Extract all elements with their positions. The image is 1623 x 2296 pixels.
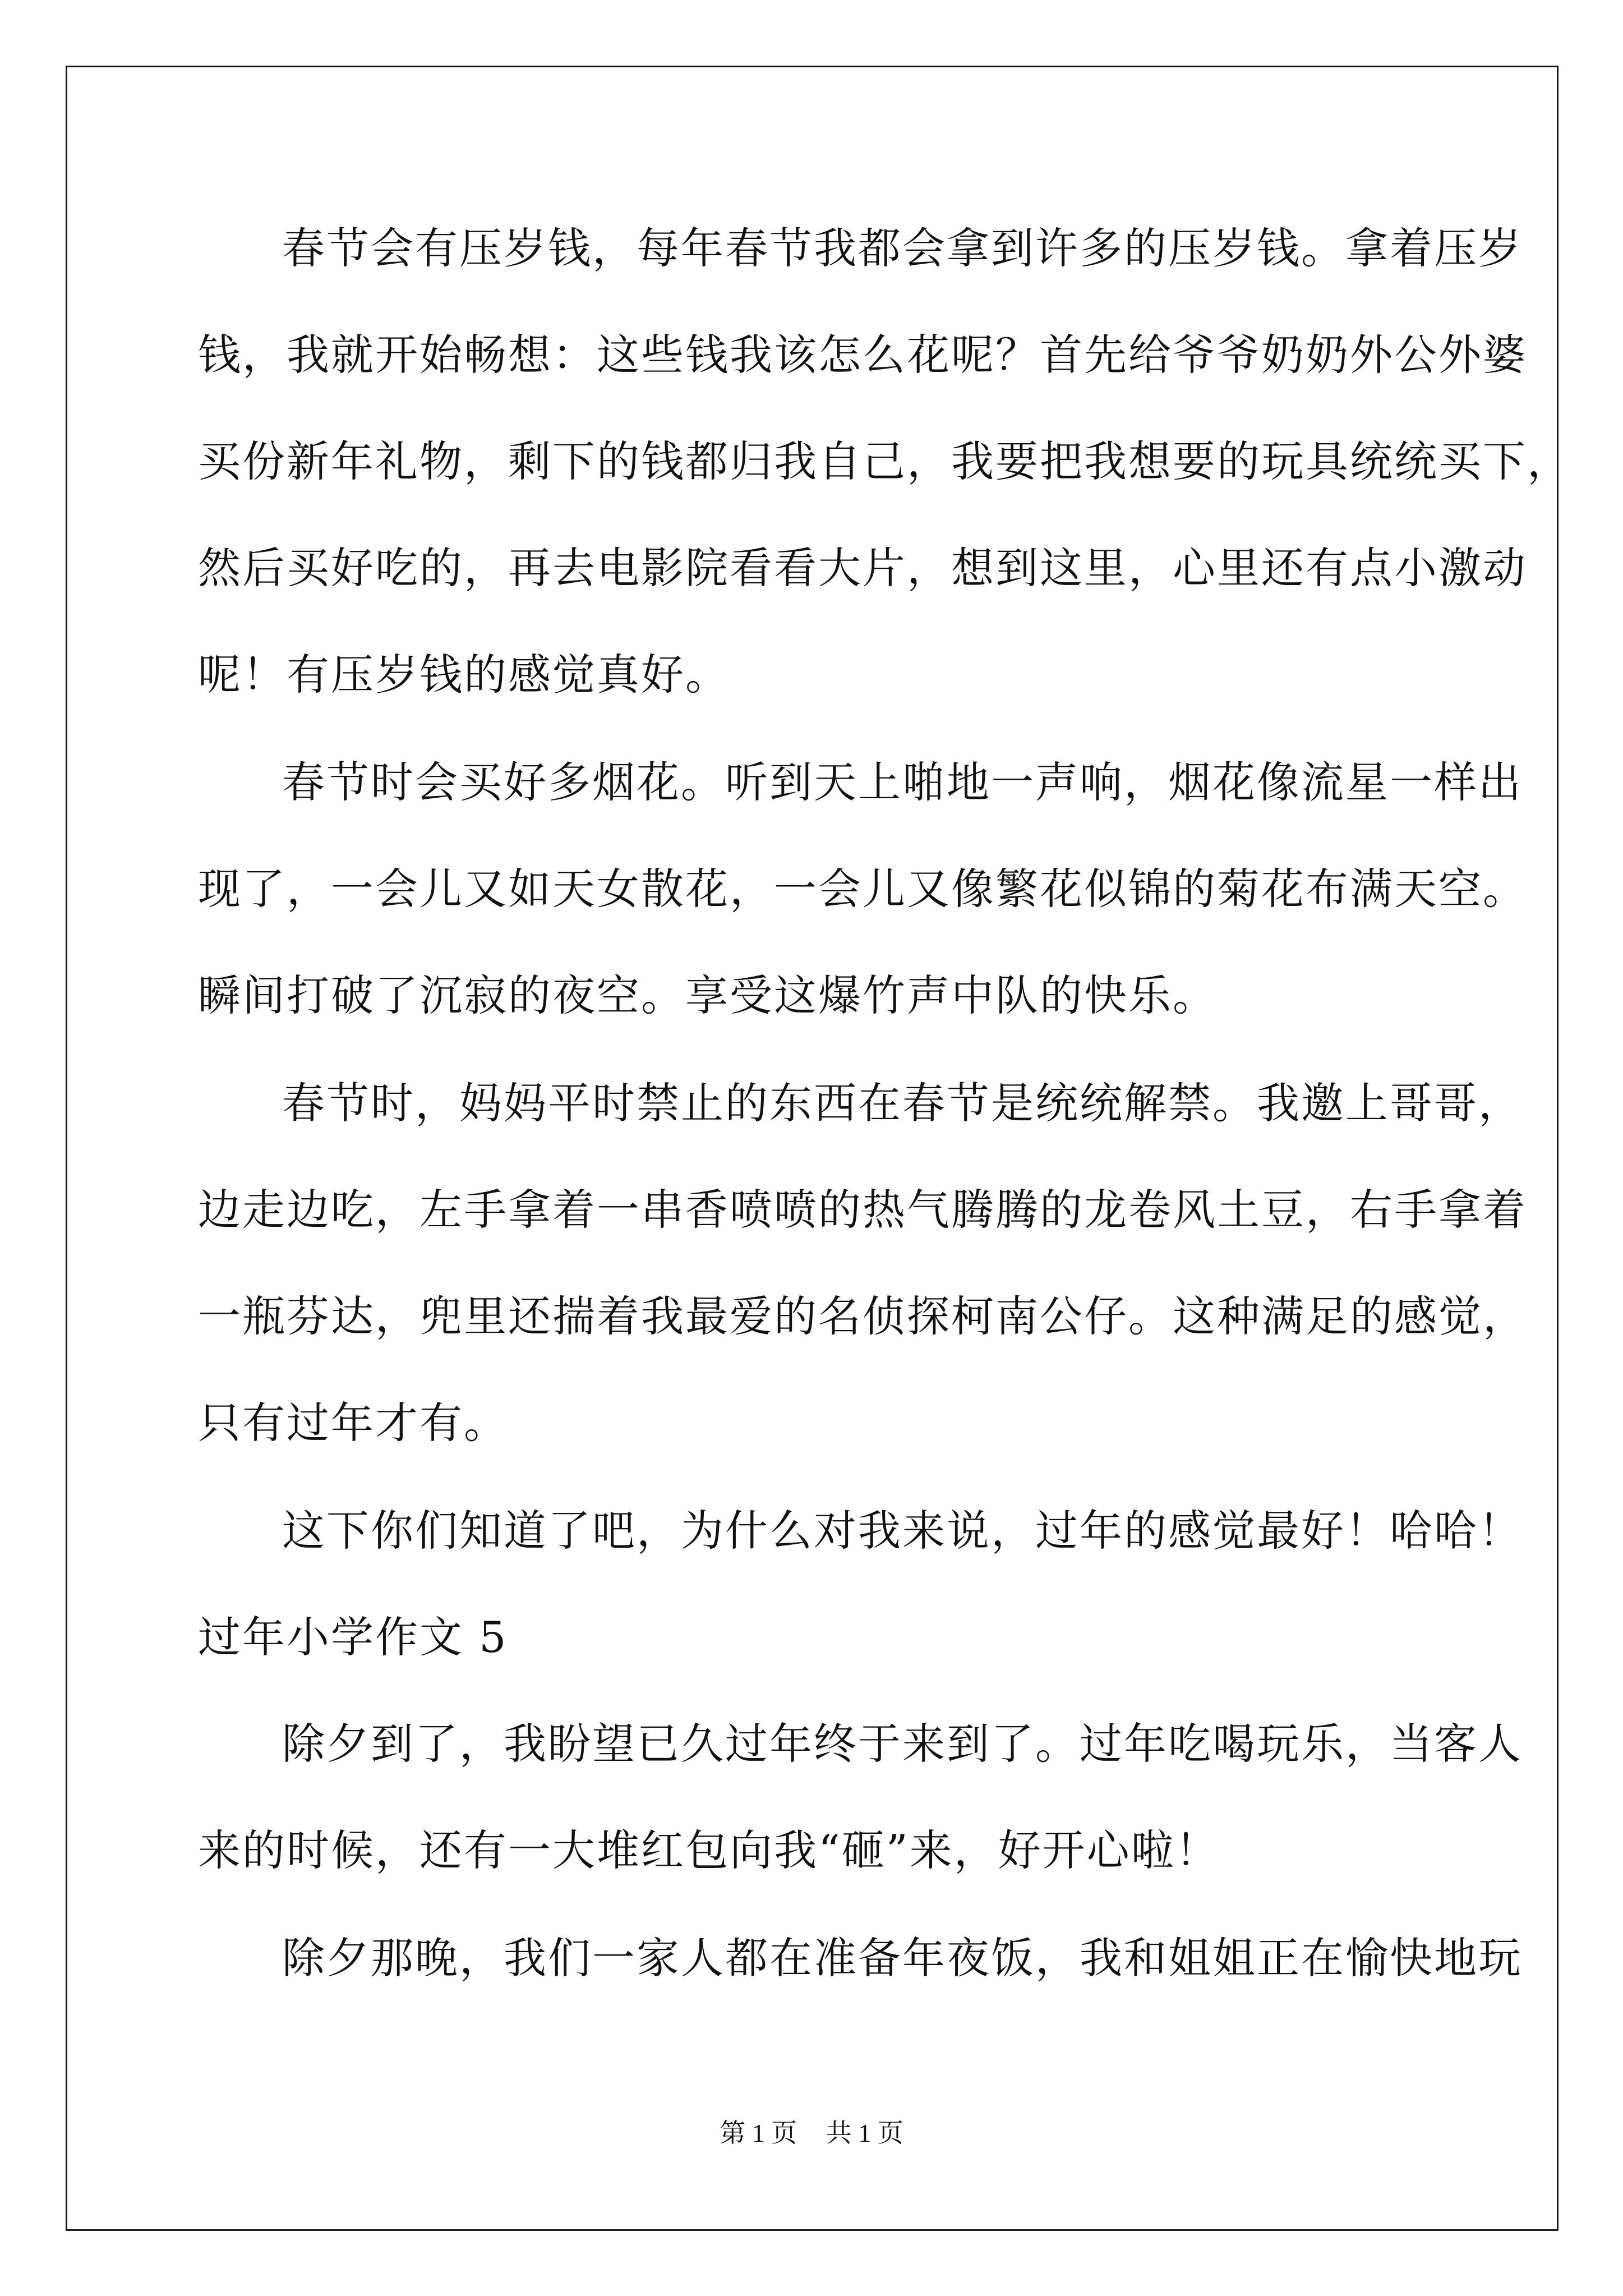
paragraph-line: 然后买好吃的，再去电影院看看大片，想到这里，心里还有点小激动 xyxy=(198,543,1527,593)
page-border xyxy=(66,66,1571,2231)
paragraph-line: 买份新年礼物，剩下的钱都归我自己，我要把我想要的玩具统统买下， xyxy=(198,436,1571,486)
paragraph-line: 春节会有压岁钱，每年春节我都会拿到许多的压岁钱。拿着压岁 xyxy=(282,223,1523,273)
section-heading: 过年小学作文 5 xyxy=(198,1612,508,1662)
paragraph-line: 除夕到了，我盼望已久过年终于来到了。过年吃喝玩乐，当客人 xyxy=(282,1719,1523,1769)
paragraph-line: 边走边吃，左手拿着一串香喷喷的热气腾腾的龙卷风土豆，右手拿着 xyxy=(198,1185,1527,1235)
page-number: 第 1 页 xyxy=(720,2119,797,2147)
paragraph-line: 钱，我就开始畅想：这些钱我该怎么花呢？首先给爷爷奶奶外公外婆 xyxy=(198,330,1527,380)
paragraph-line: 来的时候，还有一大堆红包向我“砸”来，好开心啦！ xyxy=(198,1825,1220,1875)
paragraph-line: 春节时，妈妈平时禁止的东西在春节是统统解禁。我邀上哥哥， xyxy=(282,1078,1523,1128)
paragraph-line: 这下你们知道了吧，为什么对我来说，过年的感觉最好！哈哈！ xyxy=(282,1506,1523,1556)
paragraph-line: 只有过年才有。 xyxy=(198,1398,508,1448)
paragraph-line: 春节时会买好多烟花。听到天上啪地一声响，烟花像流星一样出 xyxy=(282,757,1523,807)
paragraph-line: 现了，一会儿又如天女散花，一会儿又像繁花似锦的菊花布满天空。 xyxy=(198,864,1527,914)
paragraph-line: 瞬间打破了沉寂的夜空。享受这爆竹声中队的快乐。 xyxy=(198,970,1217,1020)
paragraph-line: 呢！有压岁钱的感觉真好。 xyxy=(198,650,730,700)
page-total: 共 1 页 xyxy=(826,2119,903,2147)
paragraph-line: 一瓶芬达，兜里还揣着我最爱的名侦探柯南公仔。这种满足的感觉， xyxy=(198,1291,1527,1341)
paragraph-line: 除夕那晚，我们一家人都在准备年夜饭，我和姐姐正在愉快地玩 xyxy=(282,1933,1523,1983)
page-footer xyxy=(0,2116,1623,2150)
